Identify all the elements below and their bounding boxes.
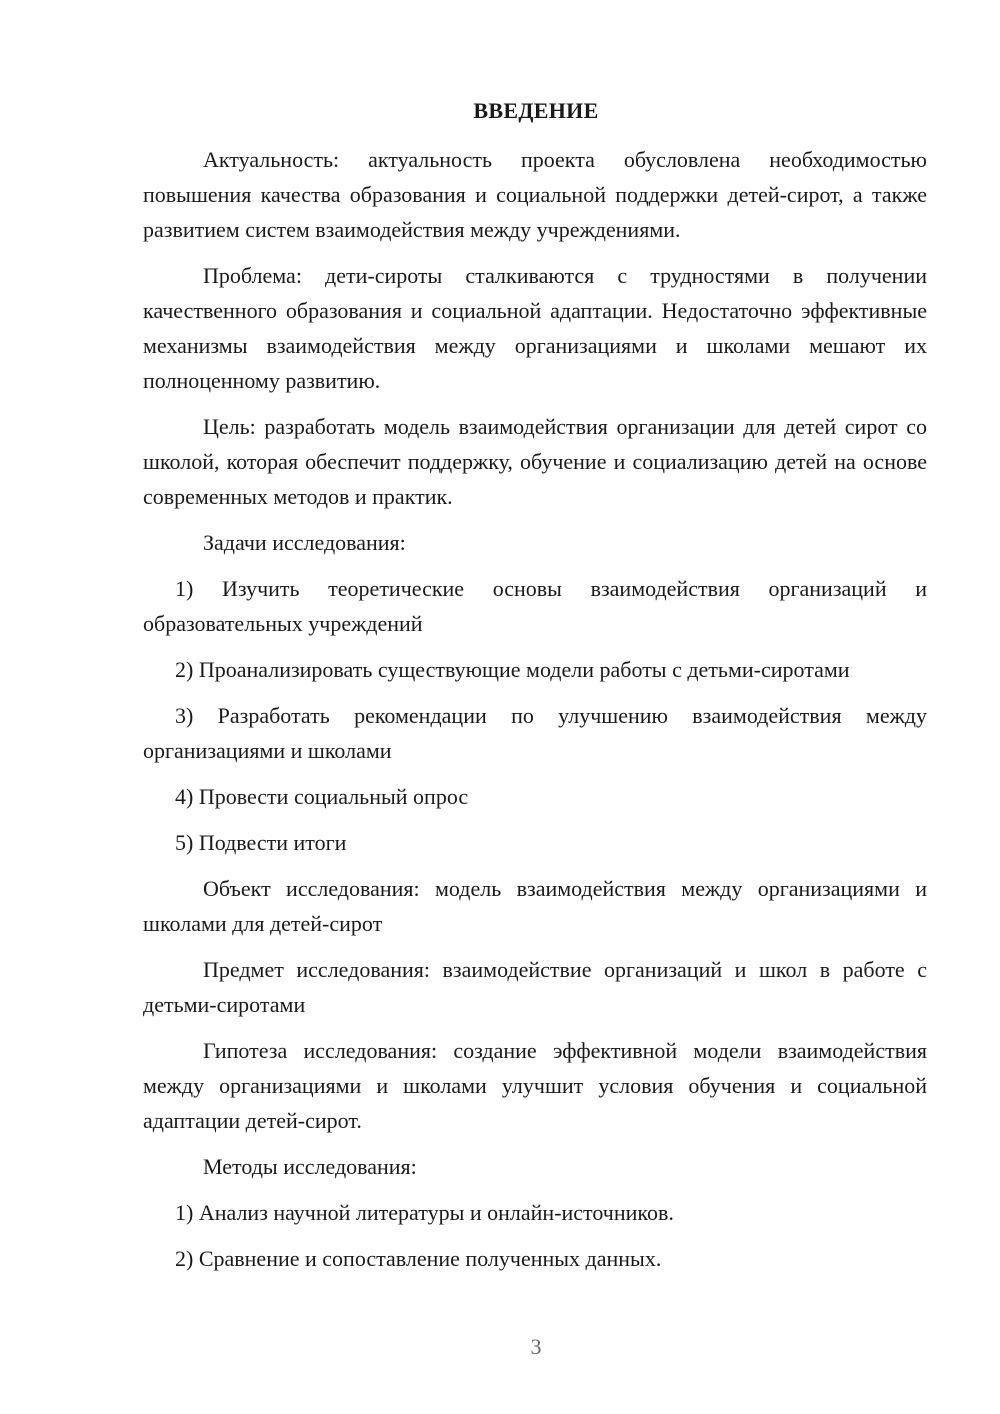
paragraph-hypothesis: Гипотеза исследования: создание эффективной модели взаимодействия между организациями и школами улучшит условия обучения и социальной адаптации детей-сирот. [143, 1038, 927, 1133]
document-body [143, 142, 927, 1287]
list-item-task-2: 2) Проанализировать существующие модели работы с детьми-сиротами [175, 657, 850, 682]
paragraph-goal: Цель: разработать модель взаимодействия организации для детей сирот со школой, которая обеспечит поддержку, обучение и социализацию детей на основе современных методов и практик. [143, 414, 927, 509]
list-item-method-1: 1) Анализ научной литературы и онлайн-источников. [175, 1200, 674, 1225]
paragraph-subject: Предмет исследования: взаимодействие организаций и школ в работе с детьми-сиротами [143, 957, 927, 1017]
page-number: 3 [530, 1334, 542, 1359]
list-item-task-5: 5) Подвести итоги [175, 830, 347, 855]
paragraph-object: Объект исследования: модель взаимодействия между организациями и школами для детей-сирот [143, 876, 927, 936]
paragraph-relevance: Актуальность: актуальность проекта обусловлена необходимостью повышения качества образования и социальной поддержки детей-сирот, а также развитием систем взаимодействия между учреждениями. [143, 147, 927, 242]
tasks-heading: Задачи исследования: [203, 530, 406, 555]
list-item-task-3: 3) Разработать рекомендации по улучшению взаимодействия между организациями и школами [143, 703, 927, 763]
page-title: ВВЕДЕНИЕ [473, 98, 599, 123]
list-item-method-2: 2) Сравнение и сопоставление полученных данных. [175, 1246, 662, 1271]
list-item-task-1: 1) Изучить теоретические основы взаимодействия организаций и образовательных учреждений [143, 576, 927, 636]
paragraph-problem: Проблема: дети-сироты сталкиваются с трудностями в получении качественного образования и социальной адаптации. Недостаточно эффективные механизмы взаимодействия между организациями и школами мешают их полноценному развитию. [143, 263, 927, 393]
methods-heading: Методы исследования: [203, 1154, 417, 1179]
list-item-task-4: 4) Провести социальный опрос [175, 784, 469, 809]
